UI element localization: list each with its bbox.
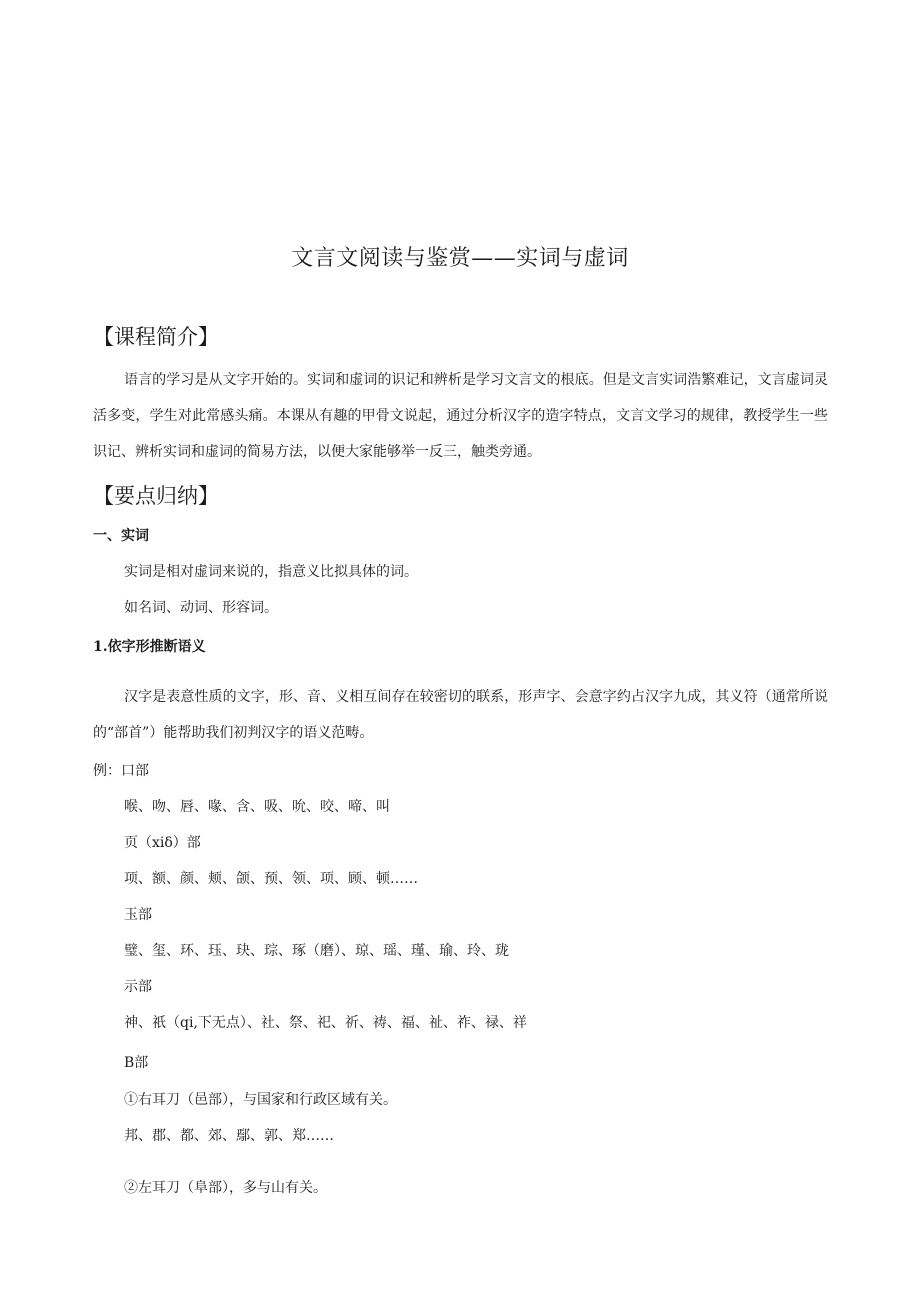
document-title: 文言文阅读与鉴赏——实词与虚词	[291, 246, 629, 271]
course-intro-paragraph: 语言的学习是从文字开始的。实词和虚词的识记和辨析是学习文言文的根底。但是文言实词浩繁难记，文言虚词灵活多变，学生对此常感头痛。本课从有趣的甲骨文说起，通过分析汉字的造字特点，文言文学习的规律，教授学生一些识记、辨析实词和虚词的简易方法，以便大家能够举一反三，触类旁通。	[93, 372, 828, 460]
example-line: ①右耳刀（邑部），与国家和行政区域有关。	[124, 1092, 397, 1108]
example-line: 页（xiδ）部	[124, 835, 201, 851]
key-points-heading: 【要点归纳】	[93, 484, 219, 508]
example-line: 例：口部	[93, 763, 149, 779]
shici-examples: 如名词、动词、形容词。	[124, 600, 278, 616]
example-line: ②左耳刀（阜部），多与山有关。	[124, 1180, 327, 1196]
shici-heading: 一、实词	[93, 528, 149, 544]
glyph-inference-heading: 1.依字形推断语义	[93, 639, 206, 655]
example-line: 项、额、颜、颊、颌、预、领、项、顾、顿……	[124, 871, 418, 887]
glyph-inference-paragraph: 汉字是表意性质的文字，形、音、义相互间存在较密切的联系，形声字、会意字约占汉字九成，其义符（通常所说的“部首”）能帮助我们初判汉字的语义范畴。	[93, 689, 828, 741]
example-line: 玉部	[124, 907, 152, 923]
example-line: B部	[124, 1055, 149, 1071]
example-line: 邦、郡、都、郊、鄢、郭、郑……	[124, 1128, 334, 1144]
shici-definition: 实词是相对虚词来说的，指意义比拟具体的词。	[124, 564, 418, 580]
example-line: 喉、吻、唇、喙、含、吸、吮、咬、啼、叫	[124, 799, 390, 815]
course-intro-heading: 【课程简介】	[93, 325, 219, 349]
example-line: 璧、玺、环、珏、玦、琮、琢（磨）、琼、瑶、瑾、瑜、玲、珑	[124, 943, 509, 959]
example-line: 神、祇（qi,下无点）、社、祭、祀、祈、祷、福、祉、祚、禄、祥	[124, 1015, 527, 1031]
example-line: 示部	[124, 979, 152, 995]
